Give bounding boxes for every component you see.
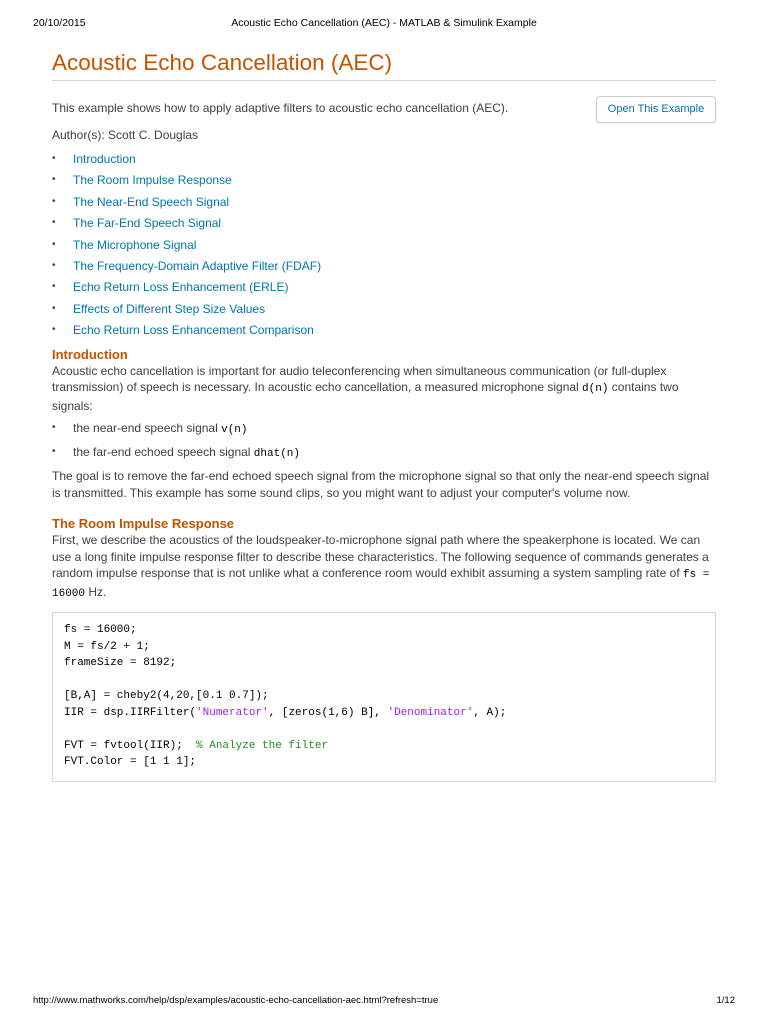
room-text: First, we describe the acoustics of the loudspeaker-to-microphone signal path where the speakerphone is located. We can use a long finite impulse response filter to describe these characteristics. The following sequence of commands generates a random impulse response that is not unlike what a conference room would exhibit assuming a system sampling rate of xyxy=(52,533,709,581)
section-heading-room-impulse: The Room Impulse Response xyxy=(52,516,235,532)
inline-code: dhat(n) xyxy=(253,447,301,460)
toc-link-far-end-speech[interactable]: The Far-End Speech Signal xyxy=(73,216,222,231)
bullet-icon: • xyxy=(52,195,56,207)
list-item xyxy=(52,444,716,463)
intro-paragraph-2: The goal is to remove the far-end echoed speech signal from the microphone signal so that only the near-end speech signal is transmitted. This example has some sound clips, so you might want to adjust your computer's volume now. xyxy=(52,469,710,500)
open-example-button[interactable]: Open This Example xyxy=(596,96,716,123)
toc-item xyxy=(52,301,716,318)
code-line: M = fs/2 + 1; xyxy=(64,640,150,653)
intro-section xyxy=(52,96,716,143)
toc-item xyxy=(52,151,716,168)
room-paragraph xyxy=(52,532,716,602)
signal-list xyxy=(52,420,716,462)
code-blank-line xyxy=(64,672,704,689)
code-blank-line xyxy=(64,721,704,738)
print-header xyxy=(33,17,735,31)
toc-item xyxy=(52,279,716,296)
toc-link-step-size[interactable]: Effects of Different Step Size Values xyxy=(73,301,266,316)
list-item-text: the far-end echoed speech signal xyxy=(73,444,254,459)
code-string: 'Numerator' xyxy=(196,706,269,719)
introduction-section xyxy=(52,346,716,502)
intro-text: Acoustic echo cancellation is important for audio teleconferencing when simultaneous communication (or full-duplex transmission) of speech is necessary. In acoustic echo cancellation, a measured microphone signal xyxy=(52,363,667,395)
toc-link-near-end-speech[interactable]: The Near-End Speech Signal xyxy=(73,194,230,209)
code-token: , A); xyxy=(473,706,507,719)
bullet-icon: • xyxy=(52,422,56,434)
toc-link-erle-comparison[interactable]: Echo Return Loss Enhancement Comparison xyxy=(73,323,314,338)
toc-link-fdaf[interactable]: The Frequency-Domain Adaptive Filter (FDAF) xyxy=(73,258,322,273)
bullet-icon: • xyxy=(52,153,56,164)
print-url: http://www.mathworks.com/help/dsp/examples/acoustic-echo-cancellation-aec.html?refresh=true xyxy=(33,995,439,1006)
code-line xyxy=(64,705,704,722)
print-page-number: 1/12 xyxy=(716,995,735,1006)
toc-item xyxy=(52,172,716,189)
section-heading-introduction: Introduction xyxy=(52,346,128,362)
room-impulse-section xyxy=(52,515,716,602)
print-footer xyxy=(33,995,735,1009)
room-text: Hz. xyxy=(85,584,107,599)
author-line: Author(s): Scott C. Douglas xyxy=(52,127,199,142)
lead-paragraph: This example shows how to apply adaptive filters to acoustic echo cancellation (AEC). xyxy=(52,101,509,115)
code-line xyxy=(64,738,704,755)
toc-item xyxy=(52,258,716,275)
bullet-icon: • xyxy=(52,302,56,314)
list-item-text: the near-end speech signal xyxy=(73,421,222,436)
print-page-title: Acoustic Echo Cancellation (AEC) - MATLAB & Simulink Example xyxy=(231,17,537,29)
code-block xyxy=(52,612,716,782)
toc-link-erle[interactable]: Echo Return Loss Enhancement (ERLE) xyxy=(73,280,289,295)
code-line: fs = 16000; xyxy=(64,624,137,637)
inline-code: v(n) xyxy=(221,424,248,437)
toc-item xyxy=(52,194,716,211)
bullet-icon: • xyxy=(52,281,56,293)
code-string: 'Denominator' xyxy=(387,706,474,719)
inline-code: fs = 16000 xyxy=(52,569,710,600)
code-line: frameSize = 8192; xyxy=(64,657,177,670)
print-date: 20/10/2015 xyxy=(33,17,86,29)
toc-item xyxy=(52,237,716,254)
code-token: IIR = dsp.IIRFilter( xyxy=(64,706,197,719)
bullet-icon: • xyxy=(52,217,56,229)
toc-link-room-impulse-response[interactable]: The Room Impulse Response xyxy=(73,173,232,188)
code-token: FVT = fvtool(IIR); xyxy=(64,739,197,752)
list-item xyxy=(52,420,716,439)
bullet-icon: • xyxy=(52,238,56,250)
code-token: , [zeros(1,6) B], xyxy=(268,706,388,719)
intro-paragraph-1 xyxy=(52,363,716,415)
bullet-icon: • xyxy=(52,259,56,271)
code-line: FVT.Color = [1 1 1]; xyxy=(64,756,197,769)
inline-code: d(n) xyxy=(582,383,609,396)
bullet-icon: • xyxy=(52,445,56,457)
bullet-icon: • xyxy=(52,174,56,186)
code-line: [B,A] = cheby2(4,20,[0.1 0.7]); xyxy=(64,690,269,703)
toc-item xyxy=(52,215,716,232)
intro-text: contains two signals: xyxy=(52,380,679,413)
table-of-contents xyxy=(52,151,716,339)
document-page xyxy=(52,46,716,782)
page-title: Acoustic Echo Cancellation (AEC) xyxy=(52,46,716,81)
code-comment: % Analyze the filter xyxy=(196,739,329,752)
toc-item xyxy=(52,322,716,339)
bullet-icon: • xyxy=(52,324,56,336)
toc-link-microphone-signal[interactable]: The Microphone Signal xyxy=(73,237,197,252)
toc-link-introduction[interactable]: Introduction xyxy=(73,152,136,166)
